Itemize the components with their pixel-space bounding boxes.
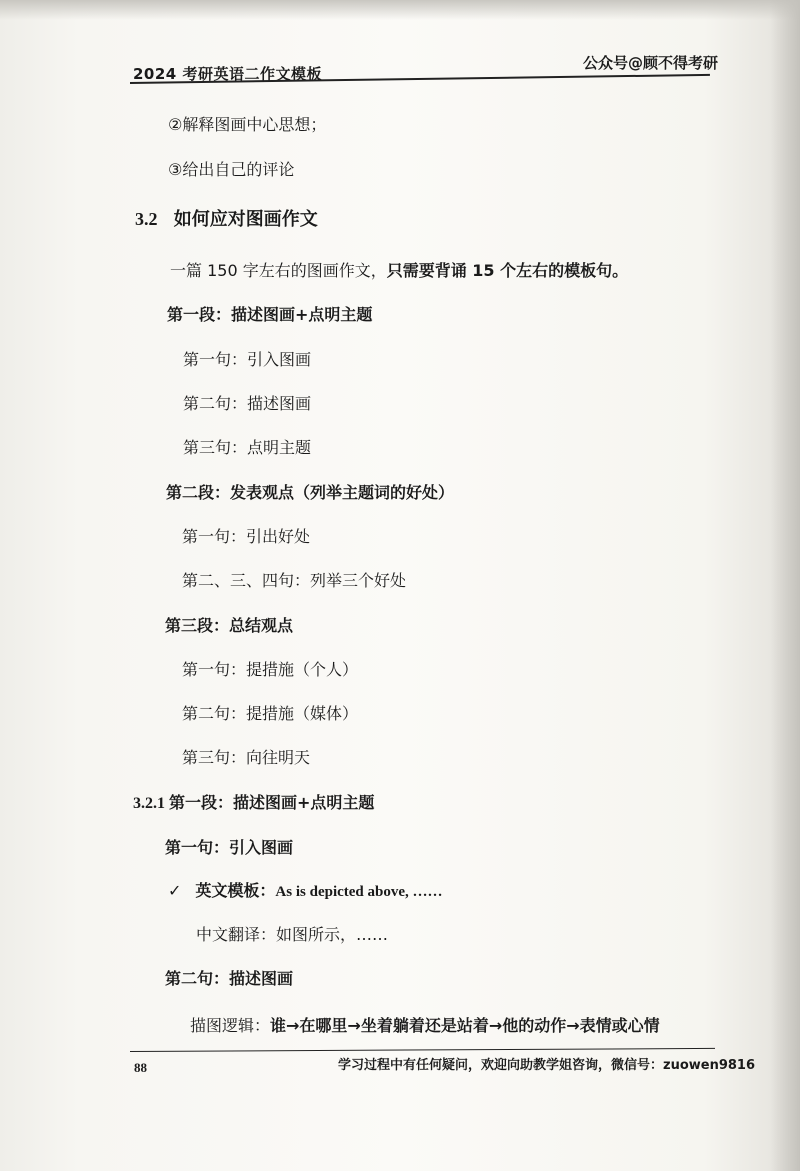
para3-heading: 第三段：总结观点 <box>165 616 294 635</box>
logic-line <box>190 1013 660 1036</box>
template-line <box>168 878 443 901</box>
check-icon: ✓ <box>168 881 182 900</box>
template-label: 英文模板： <box>195 881 276 900</box>
footer-note: 学习过程中有任何疑问，欢迎向助教学姐咨询，微信号：zuowen9816 <box>338 1058 756 1073</box>
scan-shadow-right <box>770 0 800 1171</box>
para3-sentence2: 第二句：提措施（媒体） <box>182 704 359 723</box>
section-title: 如何应对图画作文 <box>173 209 318 230</box>
second-sentence-heading: 第二句：描述图画 <box>165 969 294 988</box>
subsection-title: 第一段：描述图画+点明主题 <box>169 793 375 812</box>
para3-sentence1: 第一句：提措施（个人） <box>182 660 359 679</box>
logic-text: 谁→在哪里→坐着躺着还是站着→他的动作→表情或心情 <box>270 1016 660 1035</box>
first-sentence-heading: 第一句：引入图画 <box>165 838 294 857</box>
page-number: 88 <box>134 1060 147 1075</box>
logic-label: 描图逻辑： <box>190 1016 271 1035</box>
para2-sentence1: 第一句：引出好处 <box>182 527 311 546</box>
scan-shadow-top <box>0 0 800 20</box>
step-3: ③给出自己的评论 <box>168 160 295 179</box>
para1-sentence2: 第二句：描述图画 <box>183 394 312 413</box>
header-account: 公众号@顾不得考研 <box>583 54 719 72</box>
para1-sentence1: 第一句：引入图画 <box>183 350 312 369</box>
intro-paragraph <box>170 258 628 281</box>
intro-plain: 一篇 150 字左右的图画作文， <box>170 261 387 280</box>
template-text: As is depicted above, …… <box>275 884 443 900</box>
para3-sentence3: 第三句：向往明天 <box>182 748 311 767</box>
para2-sentences2-4: 第二、三、四句：列举三个好处 <box>182 571 407 590</box>
section-heading <box>135 205 318 231</box>
section-number: 3.2 <box>135 209 158 229</box>
step-2: ②解释图画中心思想； <box>168 115 327 134</box>
para2-heading: 第二段：发表观点（列举主题词的好处） <box>166 483 455 502</box>
translation-line: 中文翻译：如图所示，…… <box>196 925 389 944</box>
subsection-heading <box>133 790 374 813</box>
intro-bold: 只需要背诵 15 个左右的模板句。 <box>386 261 629 280</box>
subsection-number: 3.2.1 <box>133 795 165 812</box>
header-book-title: 2024 考研英语二作文模板 <box>133 65 322 83</box>
para1-sentence3: 第三句：点明主题 <box>183 438 312 457</box>
para1-heading: 第一段：描述图画+点明主题 <box>167 305 373 324</box>
footer-rule <box>130 1048 715 1052</box>
